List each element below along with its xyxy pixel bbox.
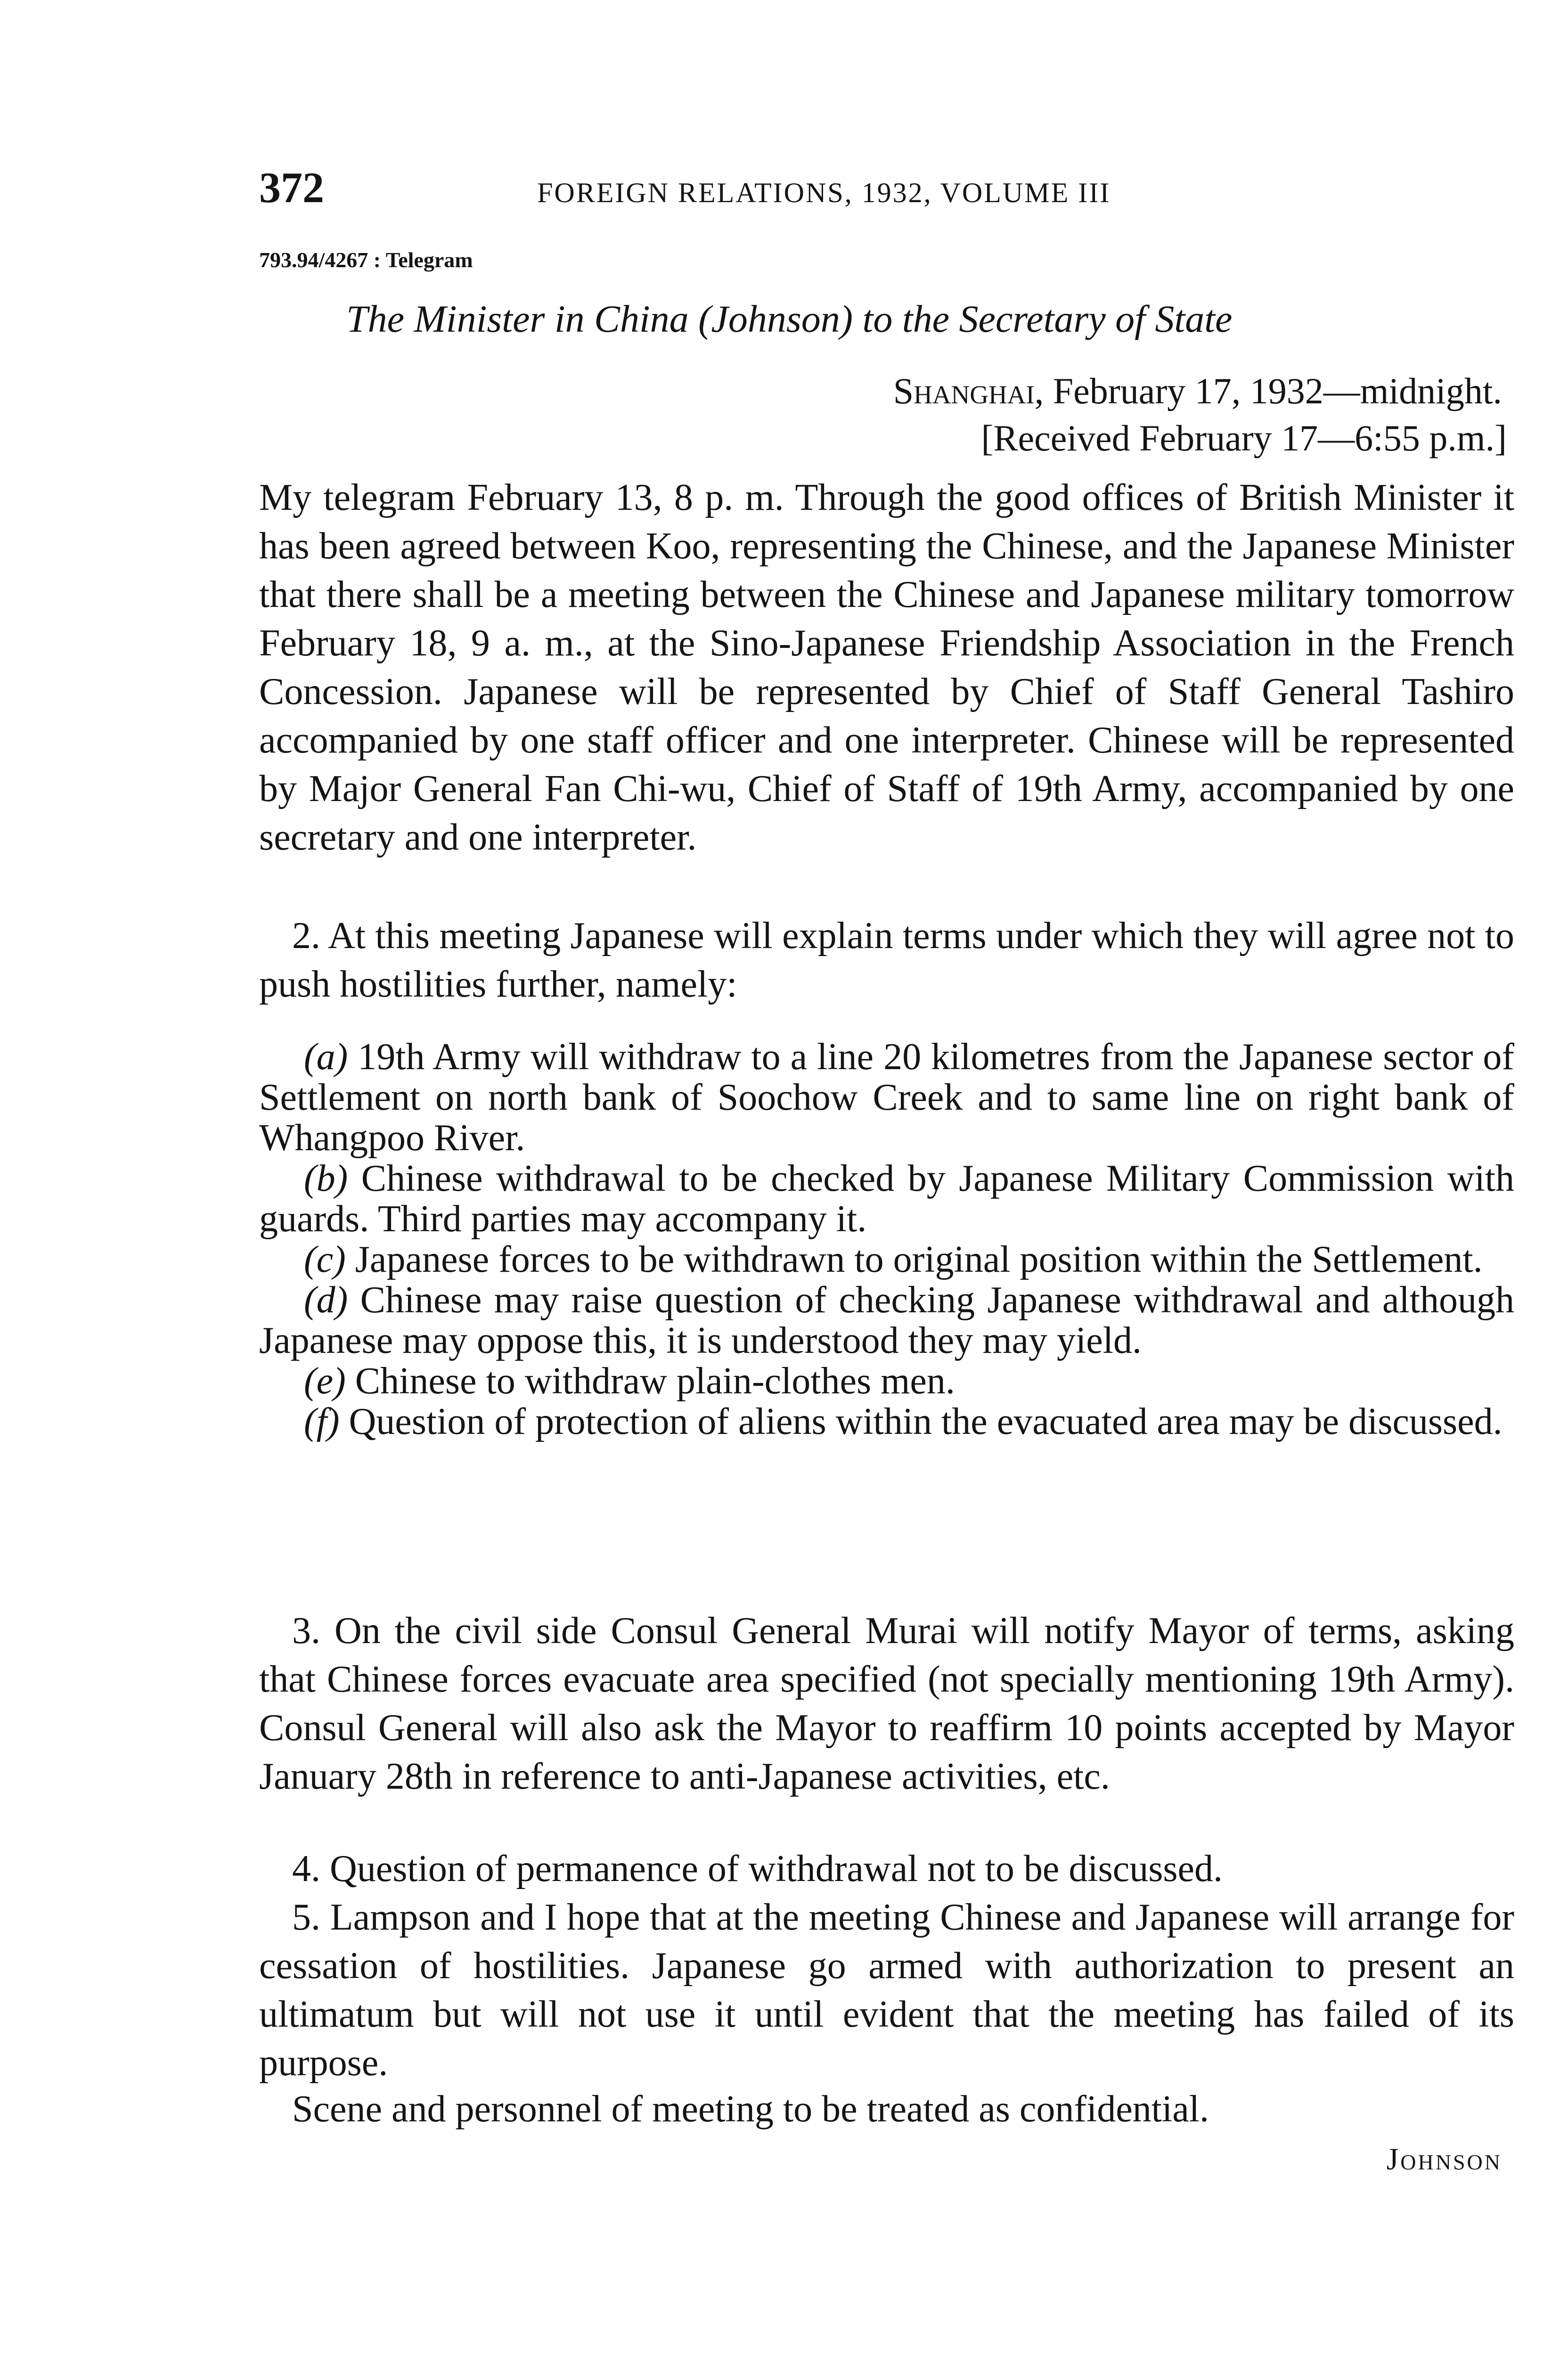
item-text: 19th Army will withdraw to a line 20 kilometres from the Japanese sector of Settlement on north bank of Soochow Creek and to same line on right bank of Whangpoo River.	[259, 1036, 1514, 1159]
list-item	[259, 1158, 1514, 1239]
paragraph-4	[259, 1845, 1514, 1893]
list-item	[259, 1401, 1514, 1442]
item-label: (d)	[304, 1279, 348, 1321]
list-item	[259, 1280, 1514, 1361]
item-label: (e)	[304, 1360, 346, 1402]
paragraph-text: Scene and personnel of meeting to be treated as confidential.	[292, 2088, 1209, 2130]
paragraph-2	[259, 912, 1514, 1009]
paragraph-text: 2. At this meeting Japanese will explain terms under which they will agree not to push hostilities further, namely:	[259, 915, 1514, 1005]
list-item	[259, 1239, 1514, 1280]
list-item	[259, 1037, 1514, 1158]
terms-list	[259, 1037, 1514, 1442]
item-label: (a)	[304, 1036, 348, 1078]
item-text: Japanese forces to be withdrawn to original position within the Settlement.	[345, 1239, 1483, 1280]
page-number: 372	[259, 164, 324, 212]
paragraph-text: 5. Lampson and I hope that at the meeting Chinese and Japanese will arrange for cessation of hostilities. Japanese go armed with authorization to present an ultimatum but will not use it until evident that the meeting has failed of its purpose.	[259, 1897, 1514, 2084]
dateline-date: , February 17, 1932—midnight.	[1034, 370, 1502, 411]
received-line: [Received February 17—6:55 p.m.]	[981, 417, 1507, 458]
dateline-place: Shanghai	[893, 370, 1035, 411]
item-text: Chinese to withdraw plain-clothes men.	[345, 1360, 955, 1402]
item-text: Question of protection of aliens within the evacuated area may be discussed.	[339, 1401, 1503, 1442]
paragraph-3	[259, 1607, 1514, 1801]
signature: Johnson	[1386, 2142, 1502, 2176]
item-label: (c)	[304, 1239, 346, 1280]
paragraph-1	[259, 474, 1514, 862]
paragraph-5	[259, 1893, 1514, 2087]
dateline	[893, 370, 1502, 412]
paragraph-6	[259, 2085, 1514, 2134]
item-text: Chinese withdrawal to be checked by Japanese Military Commission with guards. Third parties may accompany it.	[259, 1158, 1514, 1240]
paragraph-text: 4. Question of permanence of withdrawal not to be discussed.	[292, 1848, 1223, 1890]
item-label: (f)	[304, 1401, 340, 1442]
document-title: The Minister in China (Johnson) to the Secretary of State	[346, 297, 1233, 340]
paragraph-text: 3. On the civil side Consul General Murai will notify Mayor of terms, asking that Chinese forces evacuate area specified (not specially mentioning 19th Army). Consul General will also ask the Mayor to reaffirm 10 points accepted by Mayor January 28th in reference to anti-Japanese activities, etc.	[259, 1610, 1514, 1797]
item-label: (b)	[304, 1158, 348, 1199]
running-header: FOREIGN RELATIONS, 1932, VOLUME III	[537, 177, 1111, 208]
file-reference: 793.94/4267 : Telegram	[259, 248, 473, 272]
paragraph-text: My telegram February 13, 8 p. m. Through the good offices of British Minister it has been agreed between Koo, representing the Chinese, and the Japanese Minister that there shall be a meeting between the Chinese and Japanese military tomorrow February 18, 9 a. m., at the Sino-Japanese Friendship Association in the French Concession. Japanese will be represented by Chief of Staff General Tashiro accompanied by one staff officer and one interpreter. Chinese will be represented by Major General Fan Chi-wu, Chief of Staff of 19th Army, accompanied by one secretary and one interpreter.	[259, 477, 1514, 858]
item-text: Chinese may raise question of checking Japanese withdrawal and although Japanese may oppose this, it is understood they may yield.	[259, 1279, 1514, 1361]
list-item	[259, 1361, 1514, 1401]
